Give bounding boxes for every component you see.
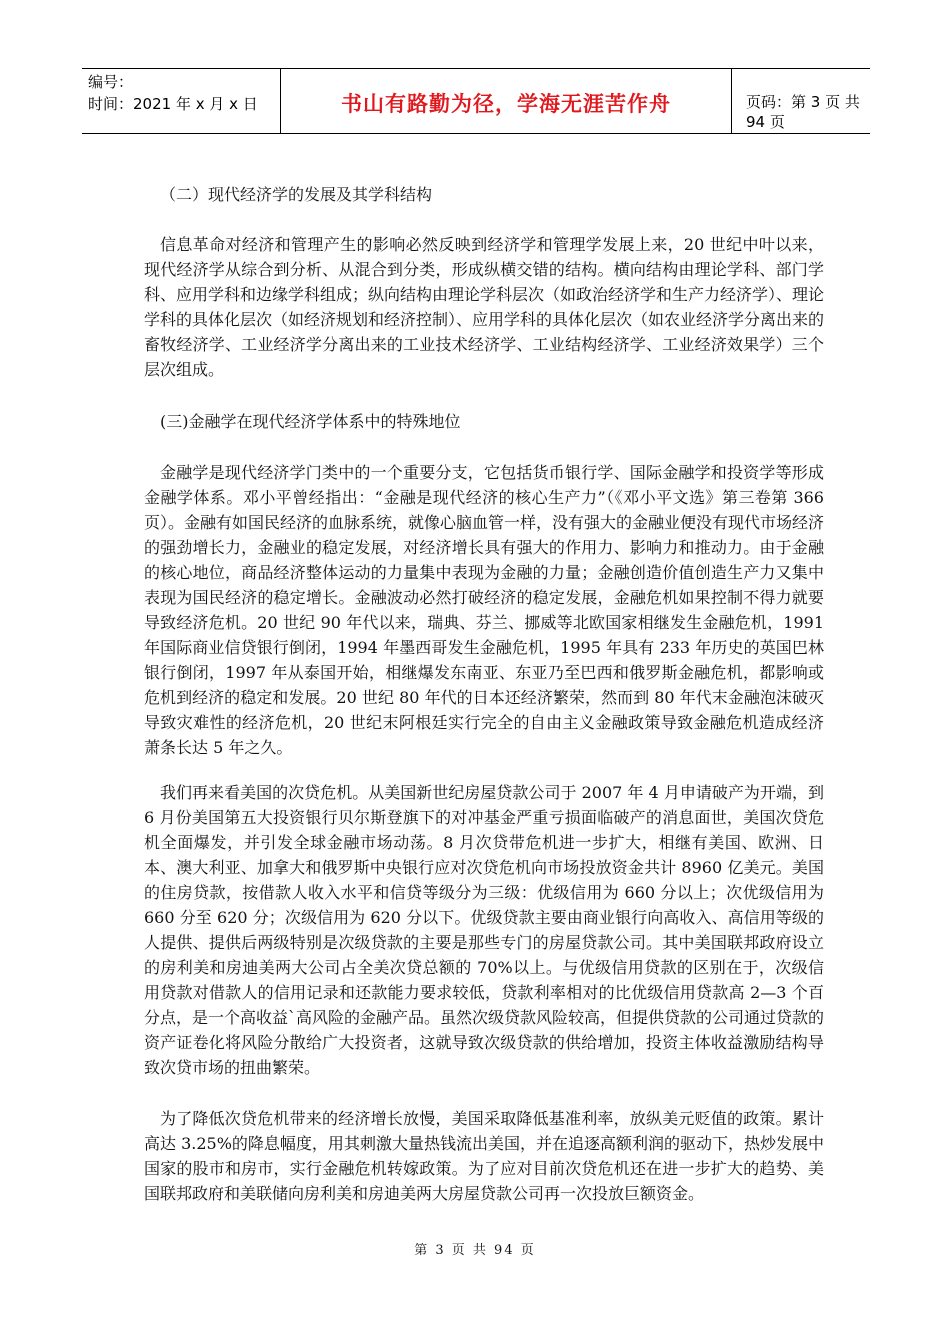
paragraph: 信息革命对经济和管理产生的影响必然反映到经济学和管理学发展上来，20 世纪中叶以来，现代经济学从综合到分析、从混合到分类，形成纵横交错的结构。横向结构由理论学科、部门学科、应用学科和边缘学科组成；纵向结构由理论学科层次（如政治经济学和生产力经济学）、理论学科的具体化层次（如经济规划和经济控制）、应用学科的具体化层次（如农业经济学分离出来的畜牧经济学、工业经济学分离出来的工业技术经济学、工业结构经济学、工业经济效果学）三个层次组成。 — [144, 235, 825, 379]
header-page-number: 页码：第 3 页 共 94 页 — [746, 93, 860, 131]
header-right-cell — [732, 68, 870, 134]
section-heading-3-finance: (三)金融学在现代经济学体系中的特殊地位 — [160, 412, 461, 431]
page-header — [82, 68, 870, 134]
section-body-finance-2 — [144, 780, 824, 1080]
document-date-label: 时间：2021 年 x 月 x 日 — [88, 95, 258, 113]
header-left-cell — [82, 68, 280, 134]
header-motto: 书山有路勤为径，学海无涯苦作舟 — [341, 92, 671, 116]
paragraph: 为了降低次贷危机带来的经济增长放慢，美国采取降低基准利率，放纵美元贬值的政策。累计高达 3.25%的降息幅度，用其刺激大量热钱流出美国，并在追逐高额利润的驱动下，热炒发展中国家的股市和房市，实行金融危机转嫁政策。为了应对目前次贷危机还在进一步扩大的趋势、美国联邦政府和美联储向房利美和房迪美两大房屋贷款公司再一次投放巨额资金。 — [144, 1109, 824, 1203]
header-middle-cell — [280, 68, 732, 134]
document-number-label: 编号： — [88, 73, 134, 91]
header-bottom-rule — [82, 133, 870, 134]
page-footer-number: 第 3 页 共 94 页 — [414, 1243, 536, 1258]
section-heading-2-modern-economics: （二）现代经济学的发展及其学科结构 — [160, 185, 433, 204]
section-body-finance-3 — [144, 1106, 824, 1206]
paragraph: 金融学是现代经济学门类中的一个重要分支，它包括货币银行学、国际金融学和投资学等形成金融学体系。邓小平曾经指出：“金融是现代经济的核心生产力”（《邓小平文选》第三卷第 366 页）。金融有如国民经济的血脉系统，就像心脑血管一样，没有强大的金融业便没有现代市场经济的强劲增长力，金融业的稳定发展，对经济增长具有强大的作用力、影响力和推动力。由于金融的核心地位，商品经济整体运动的力量集中表现为金融的力量；金融创造价值创造生产力又集中表现为国民经济的稳定增长。金融波动必然打破经济的稳定发展，金融危机如果控制不得力就要导致经济危机。20 世纪 90 年代以来，瑞典、芬兰、挪威等北欧国家相继发生金融危机，1991 年国际商业信贷银行倒闭，1994 年墨西哥发生金融危机，1995 年具有 233 年历史的英国巴林银行倒闭，1997 年从泰国开始，相继爆发东南亚、东亚乃至巴西和俄罗斯金融危机，都影响或危机到经济的稳定和发展。20 世纪 80 年代的日本还经济繁荣，然而到 80 年代末金融泡沫破灭导致灾难性的经济危机，20 世纪末阿根廷实行完全的自由主义金融政策导致金融危机造成经济萧条长达 5 年之久。 — [144, 463, 825, 757]
paragraph: 我们再来看美国的次贷危机。从美国新世纪房屋贷款公司于 2007 年 4 月申请破产为开端，到 6 月份美国第五大投资银行贝尔斯登旗下的对冲基金严重亏损面临破产的消息面世，美国次贷危机全面爆发，并引发全球金融市场动荡。8 月次贷带危机进一步扩大，相继有美国、欧洲、日本、澳大利亚、加拿大和俄罗斯中央银行应对次贷危机向市场投放资金共计 8960 亿美元。美国的住房贷款，按借款人收入水平和信贷等级分为三级：优级信用为 660 分以上；次优级信用为 660 分至 620 分；次级信用为 620 分以下。优级贷款主要由商业银行向高收入、高信用等级的人提供、提供后两级特别是次级贷款的主要是那些专门的房屋贷款公司。其中美国联邦政府设立的房利美和房迪美两大公司占全美次贷总额的 70%以上。与优级信用贷款的区别在于，次级信用贷款对借款人的信用记录和还款能力要求较低，贷款利率相对的比优级信用贷款高 2—3 个百分点，是一个高收益`高风险的金融产品。虽然次级贷款风险较高，但提供贷款的公司通过贷款的资产证卷化将风险分散给广大投资者，这就导致次级贷款的供给增加，投资主体收益激励结构导致次贷市场的扭曲繁荣。 — [144, 783, 825, 1077]
section-body-modern-economics — [144, 232, 824, 382]
section-body-finance-1 — [144, 460, 824, 760]
